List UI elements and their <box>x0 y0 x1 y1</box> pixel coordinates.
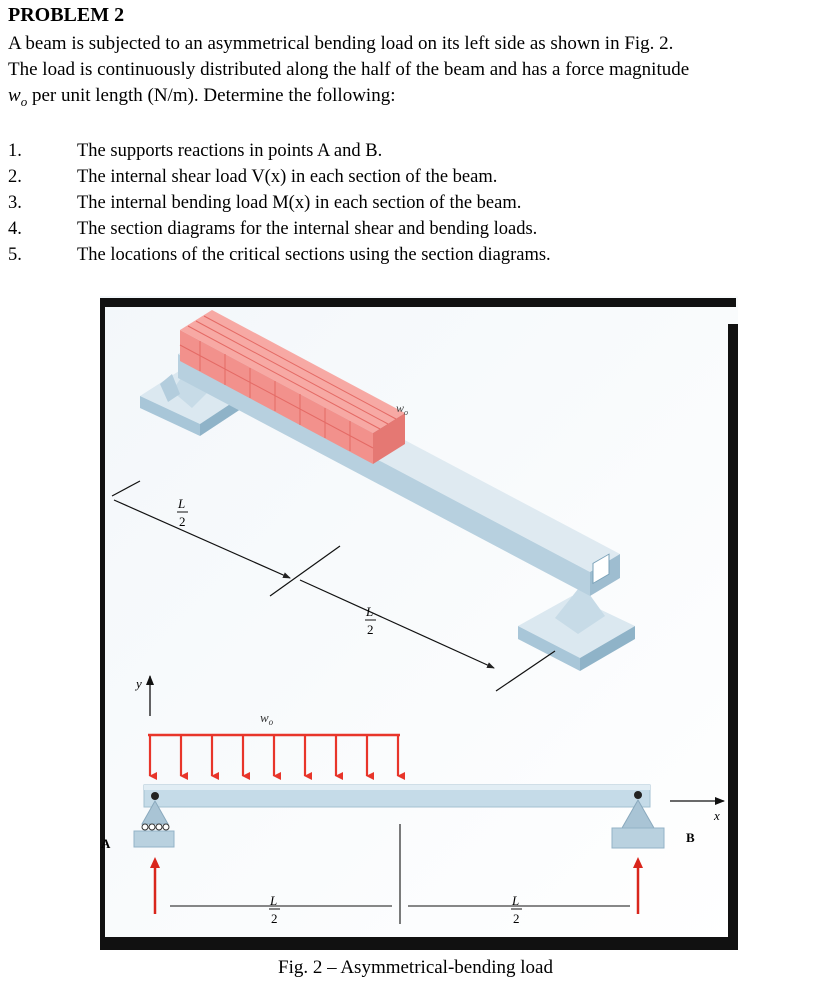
task-list <box>8 138 551 268</box>
y-axis-label: y <box>136 676 142 691</box>
dim-label-2d-right-L: L <box>512 893 520 908</box>
list-number: 3. <box>8 193 22 213</box>
dim-label-3d-left-2: 2 <box>179 514 186 529</box>
beam-figure-svg <box>100 296 738 950</box>
figure-caption: Fig. 2 – Asymmetrical-bending load <box>278 957 553 978</box>
list-item <box>8 242 551 268</box>
problem-intro <box>8 31 828 115</box>
list-item <box>8 190 551 216</box>
load-label-3d: $w_o$ <box>396 401 409 417</box>
problem-title: PROBLEM 2 <box>8 4 125 26</box>
beam-figure <box>100 296 738 950</box>
list-number: 2. <box>8 167 22 187</box>
list-text: The locations of the critical sections using the section diagrams. <box>77 245 551 265</box>
list-item <box>8 164 551 190</box>
list-text: The internal shear load V(x) in each section of the beam. <box>77 167 498 187</box>
list-number: 4. <box>8 219 22 239</box>
list-item <box>8 138 551 164</box>
x-axis-label: x <box>714 808 720 823</box>
w-symbol: $w_o$ <box>8 85 28 109</box>
frame-top <box>100 298 736 307</box>
dim-label-3d-right-L: L <box>366 604 374 619</box>
list-text: The internal bending load M(x) in each section of the beam. <box>77 193 522 213</box>
list-number: 5. <box>8 245 22 265</box>
dim-label-2d-left-L: L <box>270 893 278 908</box>
list-text: The section diagrams for the internal shear and bending loads. <box>77 219 538 239</box>
intro-line-3: $w_o$ per unit length (N/m). Determine the following: <box>8 85 396 109</box>
point-b-label: B <box>686 830 695 845</box>
frame-bottom <box>100 937 738 950</box>
intro-line-2: The load is continuously distributed along the half of the beam and has a force magnitude <box>8 59 690 80</box>
intro-line-1: A beam is subjected to an asymmetrical bending load on its left side as shown in Fig. 2. <box>8 33 674 54</box>
beam-2d-highlight <box>144 785 650 790</box>
list-text: The supports reactions in points A and B. <box>77 141 383 161</box>
list-number: 1. <box>8 141 22 161</box>
dim-label-2d-right-2: 2 <box>513 911 520 926</box>
dim-label-2d-left-2: 2 <box>271 911 278 926</box>
dim-label-3d-left-L: L <box>178 496 186 511</box>
load-label-2d: $w_o$ <box>260 710 274 727</box>
list-item <box>8 216 551 242</box>
dim-label-3d-right-2: 2 <box>367 622 374 637</box>
frame-right <box>728 324 738 949</box>
point-a-label: A <box>101 836 111 851</box>
pin-b-icon <box>634 791 642 799</box>
pin-a-icon <box>151 792 159 800</box>
